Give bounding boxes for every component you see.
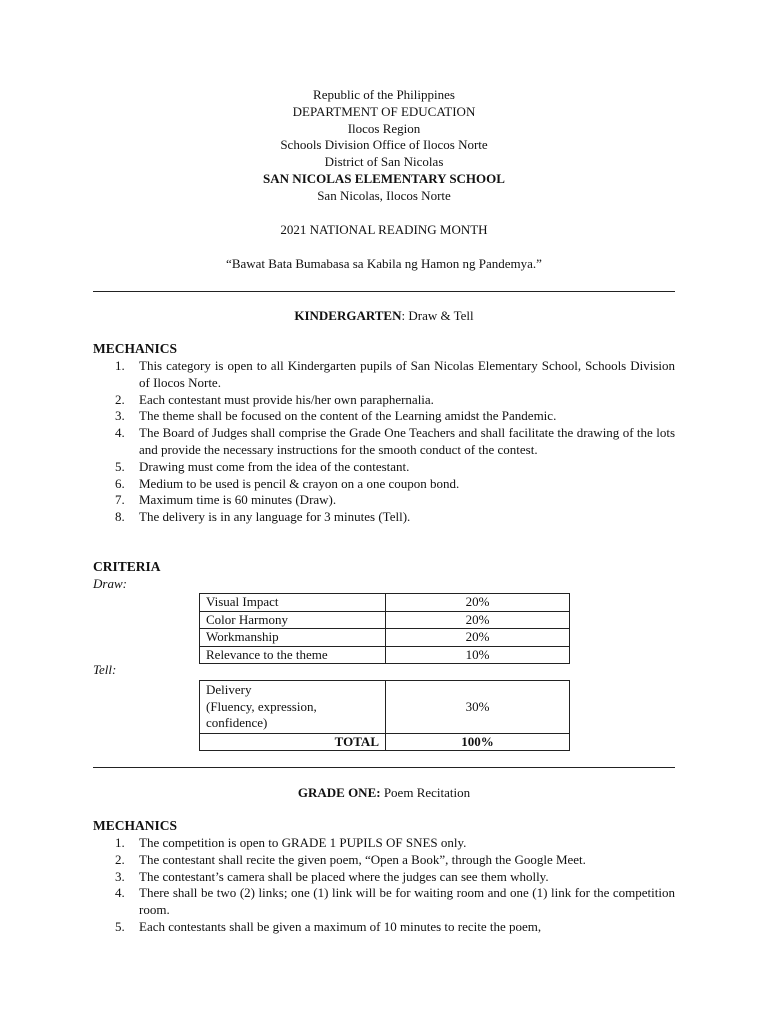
list-item — [93, 509, 675, 526]
list-item-text: The contestant shall recite the given poem, “Open a Book”, through the Google Meet. — [139, 851, 586, 867]
list-item-number: 4. — [115, 885, 125, 901]
weight-cell: 20% — [386, 594, 570, 612]
list-item-text: The competition is open to GRADE 1 PUPILS OF SNES only. — [139, 835, 467, 850]
list-item-text: The theme shall be focused on the content of the Learning amidst the Pandemic. — [139, 408, 557, 424]
list-item-number: 8. — [115, 509, 125, 525]
list-item-number: 4. — [115, 425, 125, 441]
grade-one-title-bold: GRADE ONE: — [297, 785, 381, 800]
kinder-mechanics-heading: MECHANICS — [93, 341, 178, 356]
weight-cell: 20% — [386, 611, 570, 629]
list-item-number: 2. — [115, 851, 125, 867]
tell-criteria-table — [199, 680, 570, 751]
list-item-text: Each contestant must provide his/her own paraphernalia. — [139, 391, 434, 407]
grade-one-section-title — [0, 785, 768, 802]
list-item-number: 7. — [115, 492, 125, 508]
table-row — [200, 611, 570, 629]
criterion-cell: Relevance to the theme — [200, 646, 386, 664]
school-name: SAN NICOLAS ELEMENTARY SCHOOL — [263, 170, 505, 186]
divider-top — [93, 291, 675, 292]
tell-label: Tell: — [93, 662, 117, 677]
criterion-cell: Workmanship — [200, 629, 386, 647]
total-value-cell: 100% — [386, 733, 570, 751]
kinder-criteria-heading: CRITERIA — [93, 559, 161, 574]
table-row — [200, 646, 570, 664]
criterion-cell: Color Harmony — [200, 611, 386, 629]
divider-middle — [93, 767, 675, 768]
list-item-number: 5. — [115, 458, 125, 474]
tell-criterion-line2: (Fluency, expression, — [206, 698, 317, 714]
list-item — [93, 392, 675, 409]
list-item-number: 1. — [115, 835, 125, 850]
grade-one-mechanics-list — [93, 835, 675, 936]
header-division: Schools Division Office of Ilocos Norte — [280, 137, 488, 153]
list-item-text: The delivery is in any language for 3 minutes (Tell). — [139, 509, 411, 525]
criterion-cell: Visual Impact — [200, 594, 386, 612]
list-item-number: 5. — [115, 918, 125, 934]
tell-criterion-cell — [200, 681, 386, 734]
tell-criterion-line3: confidence) — [206, 715, 268, 730]
list-item — [93, 358, 675, 392]
school-address: San Nicolas, Ilocos Norte — [317, 187, 451, 203]
header-department: DEPARTMENT OF EDUCATION — [292, 103, 476, 119]
list-item — [93, 885, 675, 919]
kinder-mechanics-list — [93, 358, 675, 526]
header-republic: Republic of the Philippines — [313, 87, 455, 102]
header-district: District of San Nicolas — [324, 154, 444, 170]
list-item-text: Drawing must come from the idea of the contestant. — [139, 458, 410, 474]
list-item-number: 1. — [115, 358, 125, 373]
list-item-text: The Board of Judges shall comprise the Grade One Teachers and shall facilitate the drawing of the lots and provide the necessary instructions for the smooth conduct of the contest. — [139, 425, 675, 457]
table-row — [200, 681, 570, 734]
list-item — [93, 425, 675, 459]
list-item-text: There shall be two (2) links; one (1) link will be for waiting room and one (1) link for the competition room. — [139, 885, 675, 918]
grade-one-mechanics-heading: MECHANICS — [93, 818, 178, 833]
list-item — [93, 919, 675, 936]
kinder-title-bold: KINDERGARTEN — [294, 308, 402, 323]
table-row — [200, 629, 570, 647]
list-item-number: 3. — [115, 408, 125, 424]
event-theme: “Bawat Bata Bumabasa sa Kabila ng Hamon ng Pandemya.” — [226, 256, 542, 271]
list-item-number: 2. — [115, 391, 125, 407]
draw-criteria-table — [199, 593, 570, 664]
list-item-text: The contestant’s camera shall be placed where the judges can see them wholly. — [139, 868, 549, 884]
header-region: Ilocos Region — [347, 120, 421, 136]
list-item-text: Each contestants shall be given a maximum of 10 minutes to recite the poem, — [139, 918, 542, 934]
tell-weight-cell: 30% — [386, 681, 570, 734]
list-item — [93, 869, 675, 886]
list-item-text: This category is open to all Kindergarten pupils of San Nicolas Elementary School, Schools Division of Ilocos Norte. — [139, 358, 675, 390]
list-item-text: Maximum time is 60 minutes (Draw). — [139, 492, 337, 508]
list-item — [93, 492, 675, 509]
list-item-number: 3. — [115, 868, 125, 884]
list-item — [93, 835, 675, 852]
table-row — [200, 733, 570, 751]
weight-cell: 20% — [386, 629, 570, 647]
list-item — [93, 408, 675, 425]
total-label-cell: TOTAL — [200, 733, 386, 751]
list-item-number: 6. — [115, 475, 125, 491]
tell-criterion-line1: Delivery — [206, 682, 252, 697]
draw-label: Draw: — [93, 576, 127, 591]
table-row — [200, 594, 570, 612]
kinder-section-title — [0, 308, 768, 325]
kinder-title-rest: : Draw & Tell — [401, 308, 474, 323]
list-item — [93, 852, 675, 869]
event-title: 2021 NATIONAL READING MONTH — [280, 222, 488, 237]
grade-one-title-rest: Poem Recitation — [380, 785, 471, 800]
weight-cell: 10% — [386, 646, 570, 664]
list-item-text: Medium to be used is pencil & crayon on a one coupon bond. — [139, 475, 460, 491]
list-item — [93, 459, 675, 476]
letterhead — [0, 87, 768, 205]
list-item — [93, 476, 675, 493]
